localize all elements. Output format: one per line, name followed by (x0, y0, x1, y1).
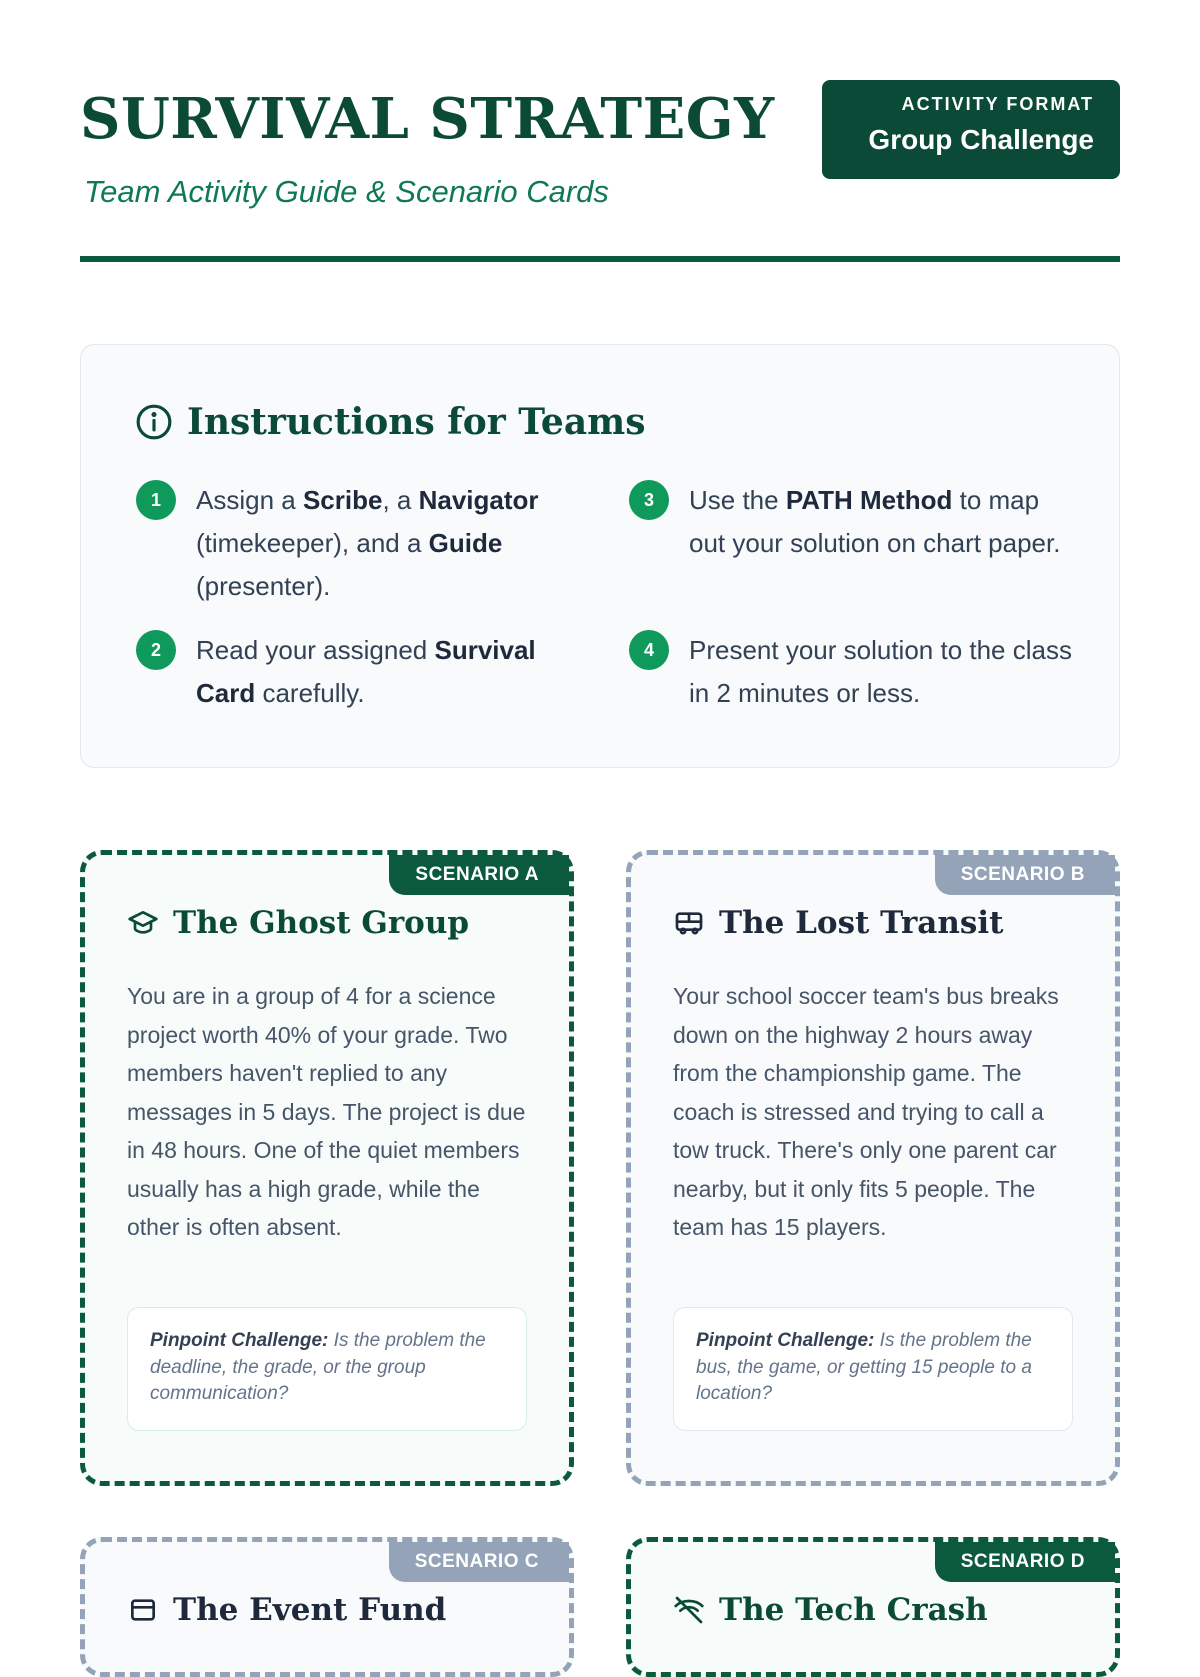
step-number: 2 (136, 630, 176, 670)
page-header (80, 78, 1120, 262)
scenario-heading (127, 905, 469, 941)
step-number: 1 (136, 480, 176, 520)
step-text: Use the PATH Method to map out your solution on chart paper. (689, 485, 1061, 558)
instruction-step (629, 479, 1079, 565)
scenario-title: The Lost Transit (719, 905, 1004, 941)
scenario-title: The Event Fund (173, 1592, 447, 1628)
scenario-tag: SCENARIO B (935, 855, 1115, 895)
activity-format-value: Group Challenge (868, 124, 1094, 155)
scenario-tag: SCENARIO C (389, 1542, 569, 1582)
activity-format-badge (822, 80, 1120, 179)
pinpoint-challenge (127, 1307, 527, 1431)
instructions-heading (135, 401, 646, 443)
scenario-card-b (626, 850, 1120, 1486)
step-text: Assign a Scribe, a Navigator (timekeeper), and a Guide (presenter). (196, 485, 539, 601)
step-number: 4 (629, 630, 669, 670)
scenario-description: Your school soccer team's bus breaks down on the highway 2 hours away from the championship game. The coach is stressed and trying to call a tow truck. There's only one parent car nearby, but it only fits 5 people. The team has 15 players. (673, 983, 1059, 1240)
fund-icon (127, 1594, 159, 1626)
step-text: Present your solution to the class in 2 minutes or less. (689, 635, 1072, 708)
activity-format-label: ACTIVITY FORMAT (901, 94, 1094, 114)
header-divider (80, 256, 1120, 262)
instruction-step (136, 479, 576, 608)
bus-icon (673, 907, 705, 939)
scenario-tag: SCENARIO D (935, 1542, 1115, 1582)
step-text: Read your assigned Survival Card carefully. (196, 635, 536, 708)
instructions-panel (80, 344, 1120, 768)
info-icon (135, 403, 173, 441)
instructions-title: Instructions for Teams (187, 401, 646, 443)
scenario-title: The Ghost Group (173, 905, 470, 941)
instruction-step (629, 629, 1079, 715)
page-title: SURVIVAL STRATEGY (80, 86, 775, 152)
instruction-step (136, 629, 576, 715)
scenario-title: The Tech Crash (719, 1592, 988, 1628)
scenario-heading (673, 1592, 988, 1628)
tech-icon (673, 1594, 705, 1626)
scenario-description: You are in a group of 4 for a science project worth 40% of your grade. Two members haven't replied to any messages in 5 days. The project is due in 48 hours. One of the quiet members usually has a high grade, while the other is often absent. (127, 983, 526, 1240)
challenge-label: Pinpoint Challenge: (150, 1330, 329, 1351)
scenario-card-c (80, 1537, 574, 1677)
challenge-label: Pinpoint Challenge: (696, 1330, 875, 1351)
graduation-cap-icon (127, 907, 159, 939)
pinpoint-challenge (673, 1307, 1073, 1431)
step-number: 3 (629, 480, 669, 520)
scenario-card-a (80, 850, 574, 1486)
scenario-tag: SCENARIO A (389, 855, 569, 895)
challenge-text: Is the problem the bus, the game, or getting 15 people to a location? (696, 1330, 1032, 1404)
scenario-heading (673, 905, 1003, 941)
page-subtitle: Team Activity Guide & Scenario Cards (84, 174, 609, 209)
challenge-text: Is the problem the deadline, the grade, or the group communication? (150, 1330, 486, 1404)
scenario-heading (127, 1592, 446, 1628)
scenario-card-d (626, 1537, 1120, 1677)
